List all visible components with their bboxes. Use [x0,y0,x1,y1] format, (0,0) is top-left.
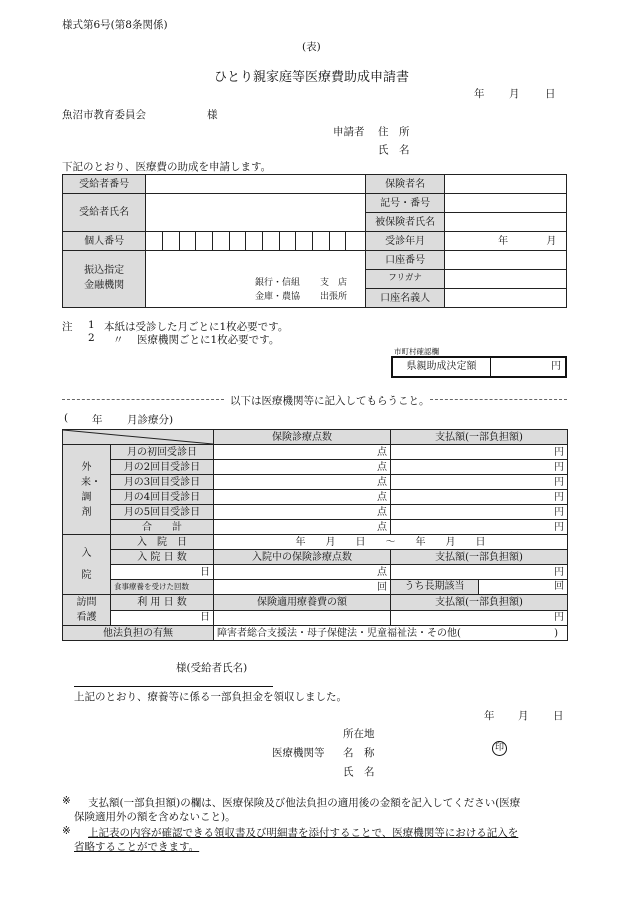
transfer-bank-label-line1: 振込指定 [84,265,125,277]
footnote1-line1: 支払額(一部負担額)の欄は、医療保険及び他法負担の適用後の金額を記入してください(医療 [88,797,521,809]
footnote2-line2: 省略することができます。 [74,841,200,853]
personal-number-digit[interactable] [196,232,213,251]
addressee-honorific: 様 [207,109,218,121]
receipt-day: 日 [553,710,564,722]
inpatient-label-text: 入院 [81,547,92,581]
city-check-box [391,356,567,378]
insured-name-field[interactable] [445,213,567,232]
recipient-number-label: 受給者番号 [63,175,146,194]
receipt-year: 年 [484,710,495,722]
diagonal-slash [63,430,213,444]
covered-cost-field[interactable] [214,610,391,626]
branch-types [320,276,347,304]
applicant-address-label: 住 所 [378,126,410,138]
inpatient-payment-field[interactable]: 円 [391,565,568,580]
visit1-points-field[interactable]: 点 [214,445,391,460]
institution-person-label: 氏 名 [343,766,375,778]
date-day-label: 日 [545,88,556,100]
other-law-close: ) [554,627,558,639]
inpatient-points-field[interactable]: 点 [214,565,391,580]
visit5-payment-field[interactable]: 円 [391,505,568,520]
visit-payment-field[interactable]: 円 [391,610,568,626]
applicant-table [62,174,567,308]
visit2-payment-field[interactable]: 円 [391,460,568,475]
date-month-label: 月 [509,88,520,100]
col-points-header: 保険診療点数 [214,430,391,445]
inpatient-days-field[interactable]: 日 [111,565,214,580]
visit-month-unit: 月 [546,235,557,247]
medical-header-corner [63,430,214,445]
personal-number-digit[interactable] [262,232,279,251]
furigana-field[interactable] [445,270,567,289]
note-prefix: 注 [62,321,73,333]
note1-number: 1 [88,319,95,331]
symbol-number-field[interactable] [445,194,567,213]
bank-types-line1: 銀行・信組 [255,278,301,288]
applicant-name-label: 氏 名 [378,144,410,156]
branch-types-line2: 出張所 [320,292,348,302]
divider-right [430,399,567,400]
institution-label: 医療機関等 [272,747,325,759]
footnote1-line2: 保険適用外の額を含めないこと)。 [74,811,236,823]
institution-location-label: 所在地 [343,728,375,740]
period-open: ( [64,412,69,424]
visit-nursing-label [63,595,111,626]
receipt-statement: 上記のとおり、療養等に係る一部負担金を領収しました。 [74,691,347,703]
admission-dates-field[interactable]: 年 月 日 〜 年 月 日 [214,535,568,550]
applicant-label: 申請者 [333,126,365,138]
inpatient-points-header: 入院中の保険診療点数 [214,550,391,565]
visit5-points-field[interactable]: 点 [214,505,391,520]
divider-text: 以下は医療機関等に記入してもらうこと。 [230,395,430,407]
personal-number-digit[interactable] [296,232,313,251]
meal-count-field[interactable]: 回 [214,580,391,595]
visit-nursing-label-text: 訪問看護 [76,597,97,623]
personal-number-digit[interactable] [279,232,296,251]
admission-period-label: 入 院 日 [111,535,214,550]
divider-left [62,399,224,400]
visit2-points-field[interactable]: 点 [214,460,391,475]
total-row-label: 合 計 [111,520,214,535]
recipient-number-field[interactable] [146,175,366,194]
transfer-bank-label [63,251,146,308]
other-law-label: 他法負担の有無 [63,626,214,641]
city-check-caption: 市町村確認欄 [394,347,439,356]
personal-number-digit[interactable] [146,232,163,251]
visit3-points-field[interactable]: 点 [214,475,391,490]
long-term-field[interactable]: 回 [554,581,564,592]
medical-table [62,429,568,641]
visit1-payment-field[interactable]: 円 [391,445,568,460]
personal-number-digit[interactable] [229,232,246,251]
visit3-payment-field[interactable]: 円 [391,475,568,490]
date-year-label: 年 [474,88,485,100]
footnote1-mark: ※ [62,795,71,807]
seal-text: 印 [494,743,504,753]
total-payment-field[interactable]: 円 [391,520,568,535]
usage-days-label: 利 用 日 数 [111,595,214,611]
branch-types-line1: 支 店 [320,278,348,288]
footnote2-line1: 上記表の内容が確認できる領収書及び明細書を添付することで、医療機関等における記入を [88,827,519,839]
personal-number-digit[interactable] [312,232,329,251]
recipient-suffix: 様(受給者氏名) [176,662,248,674]
note1-text: 本紙は受診した月ごとに1枚必要です。 [104,321,289,333]
note2-number: 2 [88,332,95,344]
account-number-label: 口座番号 [366,251,445,270]
recipient-name-field[interactable] [146,194,366,232]
personal-number-digit[interactable] [162,232,179,251]
visit-row-label: 月の3回目受診日 [111,475,214,490]
bank-types [255,276,300,304]
inpatient-days-label: 入 院 日 数 [111,550,214,565]
seal-circle [492,741,507,756]
visit-year-unit: 年 [498,235,509,247]
account-holder-field[interactable] [445,289,567,308]
insured-name-label: 被保険者氏名 [366,213,445,232]
meal-count-label: 食事療養を受けた回数 [111,580,214,595]
total-points-field[interactable]: 点 [214,520,391,535]
visit-row-label: 月の4回目受診日 [111,490,214,505]
col-payment-header: 支払額(一部負担額) [391,430,568,445]
inpatient-label [63,535,111,595]
long-term-label: うち長期該当 [391,580,479,594]
personal-number-digit[interactable] [212,232,229,251]
personal-number-spacer [346,232,366,251]
long-term-cell [391,580,568,595]
note2-text: 医療機関ごとに1枚必要です。 [137,334,280,346]
intro-text: 下記のとおり、医療費の助成を申請します。 [62,161,272,173]
account-holder-label: 口座名義人 [366,289,445,308]
period-month: 月診療分) [127,414,174,426]
personal-number-digit[interactable] [179,232,196,251]
visit-row-label: 月の初回受診日 [111,445,214,460]
institution-name-label: 名 称 [343,747,375,759]
city-check-label: 県親助成決定額 [393,358,491,376]
outpatient-label-text: 外来・調剤 [81,461,101,518]
footnote2-mark: ※ [62,825,71,837]
receipt-month: 月 [518,710,529,722]
personal-number-label: 個人番号 [63,232,146,251]
visit4-payment-field[interactable]: 円 [391,490,568,505]
form-side-label: (表) [302,41,321,53]
visit-payment-header: 支払額(一部負担額) [391,595,568,611]
visit-row-label: 月の5回目受診日 [111,505,214,520]
visit-month-field[interactable] [445,232,567,251]
outpatient-label [63,445,111,535]
recipient-name-label: 受給者氏名 [63,194,146,232]
recipient-name-line[interactable] [74,673,273,687]
other-law-list: 障害者総合支援法・母子保健法・児童福祉法・その他( [217,627,461,639]
insurer-name-field[interactable] [445,175,567,194]
covered-cost-header: 保険適用療養費の額 [214,595,391,611]
note2-mark: 〃 [113,334,124,346]
personal-number-digit[interactable] [246,232,263,251]
usage-days-field[interactable]: 日 [111,610,214,626]
visit-row-label: 月の2回目受診日 [111,460,214,475]
city-check-unit: 円 [551,361,561,372]
form-number: 様式第6号(第8条関係) [62,19,168,31]
bank-types-line2: 金庫・農協 [255,292,301,302]
inpatient-payment-header: 支払額(一部負担額) [391,550,568,565]
period-year: 年 [92,414,103,426]
visit4-points-field[interactable]: 点 [214,490,391,505]
addressee: 魚沼市教育委員会 [62,109,146,121]
insurer-name-label: 保険者名 [366,175,445,194]
form-title: ひとり親家庭等医療費助成申請書 [214,70,410,85]
furigana-label: フリガナ [366,270,445,289]
transfer-bank-label-line2: 金融機関 [84,280,125,291]
other-law-field[interactable] [214,626,568,641]
symbol-number-label: 記号・番号 [366,194,445,213]
personal-number-digit[interactable] [329,232,346,251]
account-number-field[interactable] [445,251,567,270]
visit-month-label: 受診年月 [366,232,445,251]
